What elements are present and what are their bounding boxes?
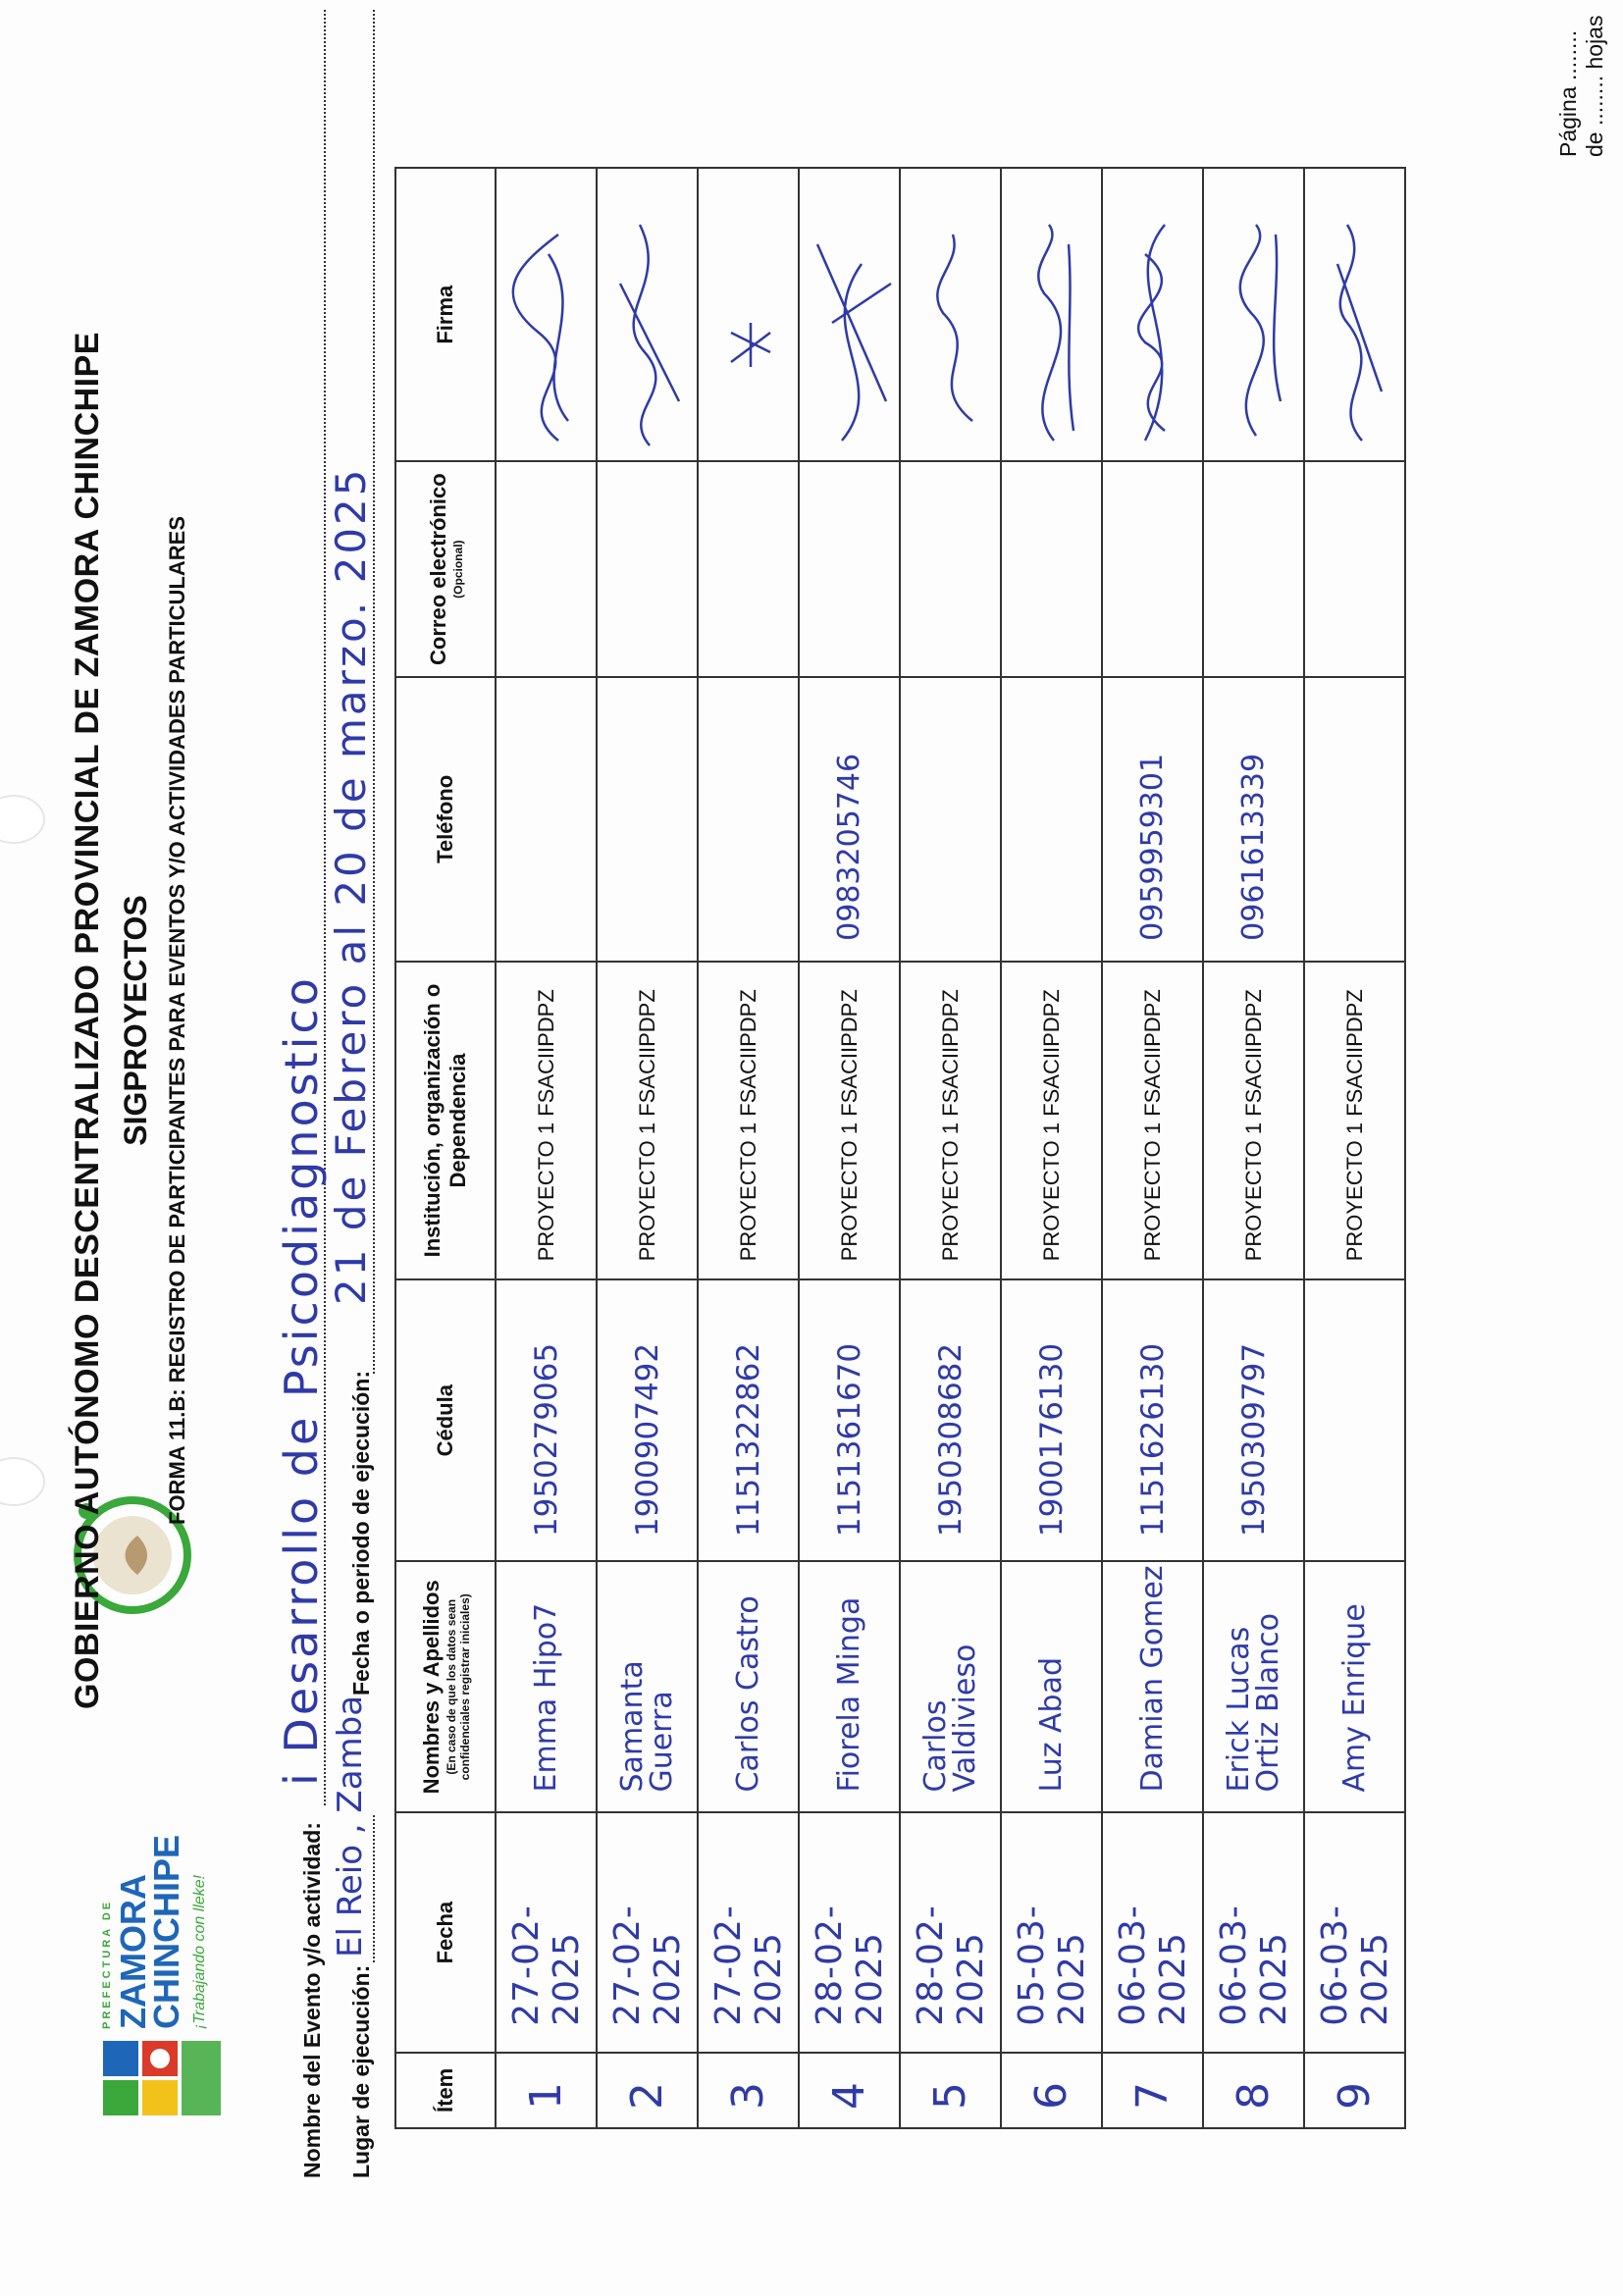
row-institucion: PROYECTO 1 FSACIIPDPZ: [496, 962, 597, 1279]
row-telefono: [496, 677, 597, 962]
row-item: 9: [1304, 2053, 1405, 2128]
row-cedula: 1950279065: [496, 1279, 597, 1561]
row-cedula: 1900176130: [1001, 1279, 1102, 1561]
table-row: [698, 168, 799, 2128]
place-underline: [373, 1815, 375, 1962]
period-label: Fecha o periodo de ejecución:: [348, 1370, 374, 1696]
logo-name-2: CHINCHIPE: [146, 1834, 186, 2029]
row-institucion: PROYECTO 1 FSACIIPDPZ: [799, 962, 900, 1279]
header-item: Ítem: [395, 2053, 496, 2128]
page-footer: Página ........ de ........ hojas: [1555, 15, 1607, 157]
row-firma: [1203, 168, 1304, 461]
punch-hole-right: [0, 795, 45, 844]
header-nombres: [395, 1561, 496, 1812]
table-header-row: [395, 168, 496, 2128]
row-correo: [496, 461, 597, 676]
row-cedula: 1950308682: [900, 1279, 1001, 1561]
row-nombre: Emma Hipo7: [496, 1561, 597, 1812]
row-correo: [1304, 461, 1405, 676]
row-telefono: [698, 677, 799, 962]
row-item: 8: [1203, 2053, 1304, 2128]
row-nombre: Amy Enrique: [1304, 1561, 1405, 1812]
row-item: 2: [597, 2053, 698, 2128]
row-institucion: PROYECTO 1 FSACIIPDPZ: [1203, 962, 1304, 1279]
punch-hole-left: [0, 1457, 45, 1506]
period-value: 21 de Febrero al 20 de marzo. 2025: [327, 466, 375, 1305]
row-fecha: 06-03-2025: [1304, 1812, 1405, 2052]
row-item: 7: [1102, 2053, 1203, 2128]
row-firma: [698, 168, 799, 461]
row-telefono: [597, 677, 698, 962]
row-firma: [1102, 168, 1203, 461]
signature-image: [601, 215, 694, 460]
row-correo: [1001, 461, 1102, 676]
row-cedula: 1900907492: [597, 1279, 698, 1561]
place-value: El Reio , Zamba: [331, 1695, 370, 1957]
row-institucion: PROYECTO 1 FSACIIPDPZ: [1102, 962, 1203, 1279]
signature-image: [1106, 215, 1199, 460]
signature-image: [904, 215, 997, 460]
header-correo-label: Correo electrónico: [426, 473, 450, 665]
event-label: Nombre del Evento y/o actividad:: [299, 1822, 325, 2178]
row-firma: [1304, 168, 1405, 461]
table-row: [1102, 168, 1203, 2128]
row-telefono: [1001, 677, 1102, 962]
participants-table: [394, 167, 1406, 2129]
row-nombre: Damian Gomez: [1102, 1561, 1203, 1812]
prefectura-logo: [93, 1834, 260, 2119]
header-firma: Firma: [395, 168, 496, 461]
page-subtitle: SIGPROYECTOS: [118, 895, 153, 1146]
row-fecha: 05-03-2025: [1001, 1812, 1102, 2052]
row-cedula: 1950309797: [1203, 1279, 1304, 1561]
page-title: GOBIERNO AUTÓNOMO DESCENTRALIZADO PROVINCIAL DE ZAMORA CHINCHIPE: [69, 332, 106, 1709]
row-fecha: 27-02-2025: [698, 1812, 799, 2052]
signature-image: [1207, 215, 1300, 460]
row-item: 4: [799, 2053, 900, 2128]
row-fecha: 27-02-2025: [496, 1812, 597, 2052]
row-fecha: 06-03-2025: [1102, 1812, 1203, 2052]
row-firma: [597, 168, 698, 461]
row-telefono: [1304, 677, 1405, 962]
row-item: 3: [698, 2053, 799, 2128]
header-correo-note: (Opcional): [451, 540, 465, 599]
row-firma: [1001, 168, 1102, 461]
row-telefono: 0961613339: [1203, 677, 1304, 962]
header-nombres-note: (En caso de que los datos sean confidenciales registrar iniciales): [445, 1593, 472, 1781]
row-item: 1: [496, 2053, 597, 2128]
row-fecha: 28-02-2025: [900, 1812, 1001, 2052]
row-correo: [900, 461, 1001, 676]
table-row: [1001, 168, 1102, 2128]
row-nombre: Samanta Guerra: [597, 1561, 698, 1812]
signature-image: [1308, 215, 1401, 460]
row-firma: [900, 168, 1001, 461]
row-telefono: 0983205746: [799, 677, 900, 962]
row-telefono: [900, 677, 1001, 962]
row-telefono: 0959959301: [1102, 677, 1203, 962]
table-row: [597, 168, 698, 2128]
row-nombre: Luz Abad: [1001, 1561, 1102, 1812]
row-item: 6: [1001, 2053, 1102, 2128]
row-institucion: PROYECTO 1 FSACIIPDPZ: [1304, 962, 1405, 1279]
row-firma: [799, 168, 900, 461]
header-institucion: Institución, organización o Dependencia: [395, 962, 496, 1279]
logo-slogan: ¡Trabajando con lleke!: [191, 1874, 208, 2029]
form-title: FORMA 11.B: REGISTRO DE PARTICIPANTES PARA EVENTOS Y/O ACTIVIDADES PARTICULARES: [165, 516, 189, 1525]
logo-name-1: ZAMORA: [113, 1874, 153, 2029]
table-row: [799, 168, 900, 2128]
row-correo: [597, 461, 698, 676]
row-correo: [799, 461, 900, 676]
row-correo: [1102, 461, 1203, 676]
row-firma: [496, 168, 597, 461]
row-cedula: 1151361670: [799, 1279, 900, 1561]
row-cedula: 1151322862: [698, 1279, 799, 1561]
table-row: [496, 168, 597, 2128]
signature-image: [1005, 215, 1098, 460]
table-row: [900, 168, 1001, 2128]
signature-image: [803, 215, 896, 460]
row-correo: [1203, 461, 1304, 676]
header-fecha: Fecha: [395, 1812, 496, 2052]
logo-top-text: PREFECTURA DE: [101, 1899, 113, 2029]
row-institucion: PROYECTO 1 FSACIIPDPZ: [900, 962, 1001, 1279]
header-nombres-label: Nombres y Apellidos: [419, 1580, 444, 1795]
row-nombre: Erick Lucas Ortiz Blanco: [1203, 1561, 1304, 1812]
row-correo: [698, 461, 799, 676]
row-nombre: Carlos Valdivieso: [900, 1561, 1001, 1812]
header-correo: [395, 461, 496, 676]
row-institucion: PROYECTO 1 FSACIIPDPZ: [597, 962, 698, 1279]
row-fecha: 27-02-2025: [597, 1812, 698, 2052]
place-label: Lugar de ejecución:: [348, 1964, 374, 2178]
row-nombre: Carlos Castro: [698, 1561, 799, 1812]
row-fecha: 06-03-2025: [1203, 1812, 1304, 2052]
signature-image: [702, 215, 795, 460]
header-telefono: Teléfono: [395, 677, 496, 962]
event-value: i Desarrollo de Psicodiagnostico: [275, 975, 328, 1786]
row-item: 5: [900, 2053, 1001, 2128]
row-institucion: PROYECTO 1 FSACIIPDPZ: [698, 962, 799, 1279]
row-fecha: 28-02-2025: [799, 1812, 900, 2052]
table-row: [1203, 168, 1304, 2128]
row-institucion: PROYECTO 1 FSACIIPDPZ: [1001, 962, 1102, 1279]
row-cedula: 1151626130: [1102, 1279, 1203, 1561]
row-cedula: [1304, 1279, 1405, 1561]
signature-image: [499, 215, 593, 460]
header-cedula: Cédula: [395, 1279, 496, 1561]
table-row: [1304, 168, 1405, 2128]
row-nombre: Fiorela Minga: [799, 1561, 900, 1812]
